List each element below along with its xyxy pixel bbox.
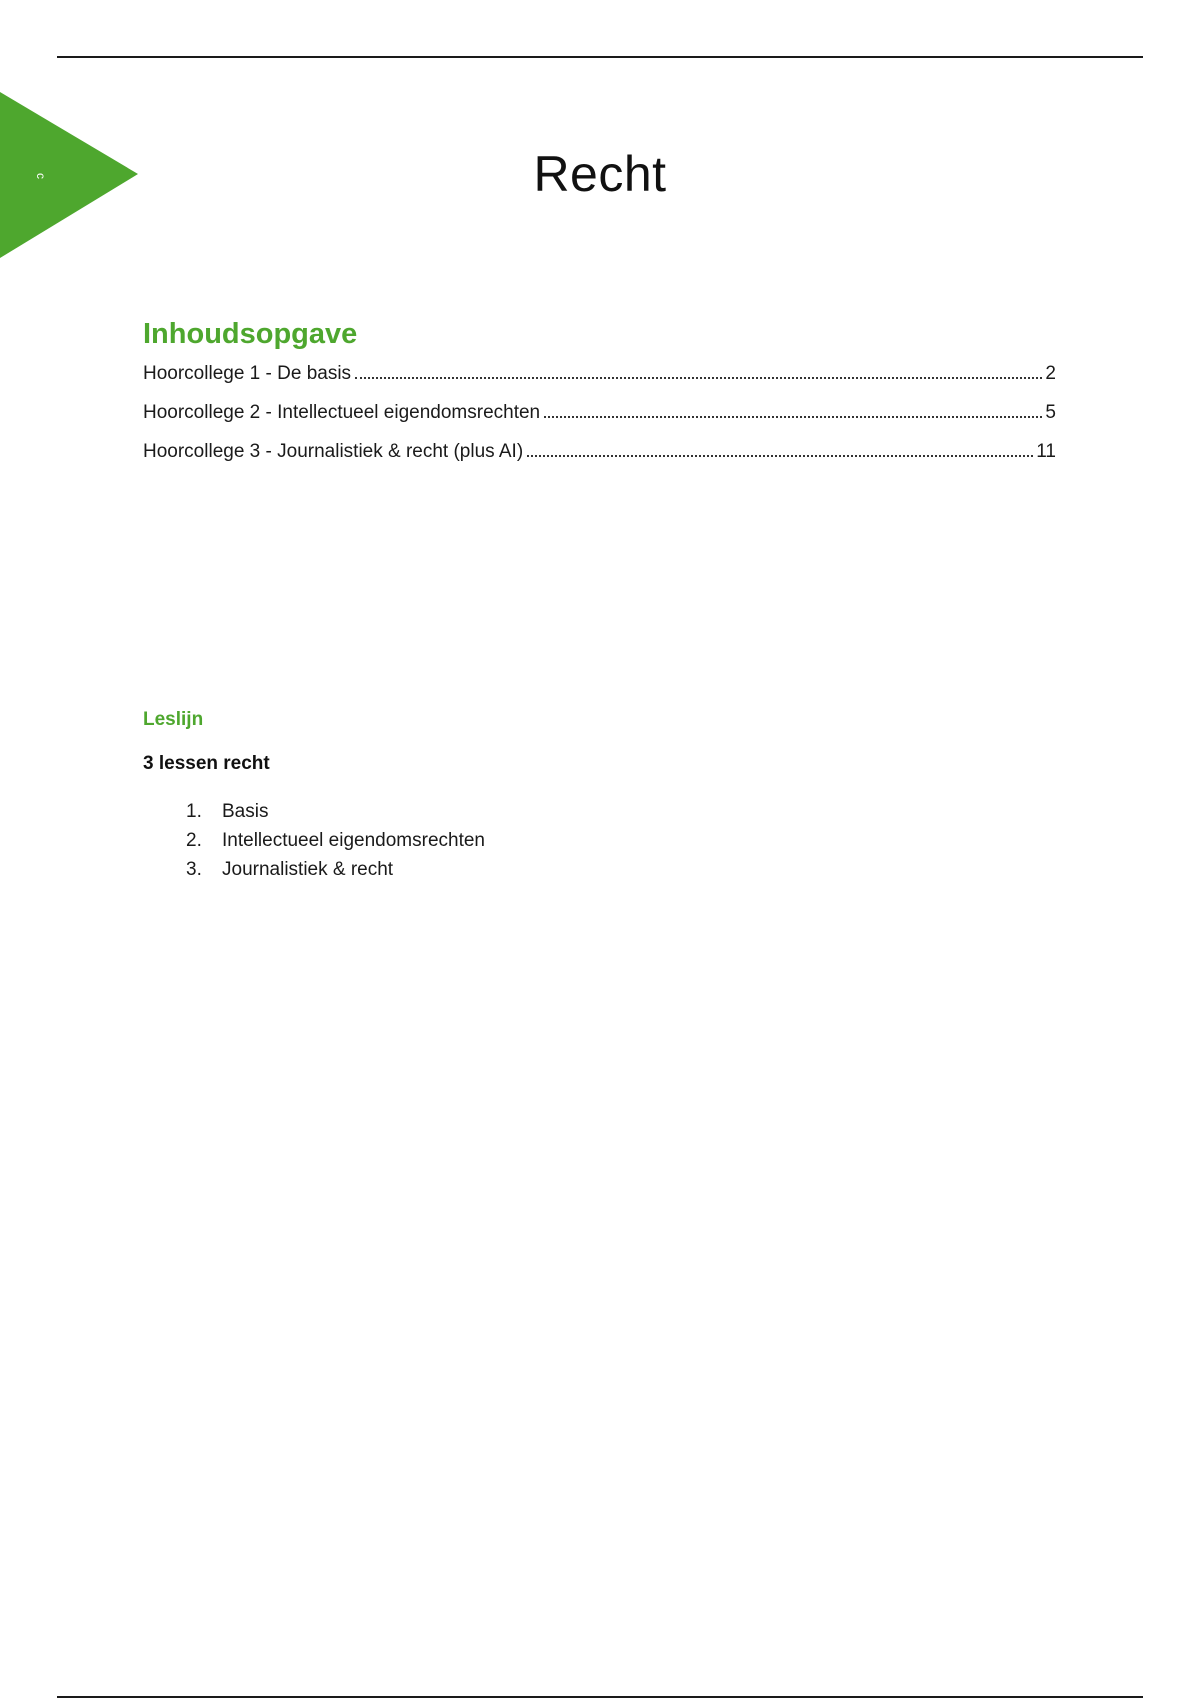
lesson-list [143,797,485,884]
list-item-number-cell [143,826,222,855]
footer-rule [57,1696,1143,1698]
lessons-subheading: 3 lessen recht [143,753,270,774]
toc-entry[interactable] [143,440,1056,464]
toc-entry-label: Hoorcollege 1 - De basis [143,363,352,384]
list-item-text: Basis [222,801,269,822]
list-item-text: Intellectueel eigendomsrechten [222,830,486,851]
toc-heading: Inhoudsopgave [143,318,358,350]
list-item-text: Journalistiek & recht [222,859,394,880]
toc-entry-label: Hoorcollege 3 - Journalistiek & recht (plus AI) [143,441,524,462]
corner-flag-letter: c [33,173,48,179]
list-item-number-cell [143,797,222,826]
toc-entry[interactable] [143,362,1056,386]
toc-entry[interactable] [143,401,1056,425]
toc-leader-dots [544,416,1042,418]
list-item-number-cell [143,855,222,884]
toc-entry-page: 2 [1045,363,1056,384]
leslijn-heading: Leslijn [143,709,204,730]
list-item-number: 1. [186,801,202,822]
toc-leader-dots [355,377,1042,379]
list-item [143,855,485,884]
list-item [143,797,485,826]
header-rule [57,56,1143,58]
list-item-number: 3. [186,859,202,880]
list-item-number: 2. [186,830,202,851]
table-of-contents [143,362,1056,479]
toc-leader-dots [527,455,1033,457]
toc-entry-page: 11 [1036,441,1056,462]
toc-entry-page: 5 [1045,402,1056,423]
toc-entry-label: Hoorcollege 2 - Intellectueel eigendomsrechten [143,402,541,423]
document-title: Recht [533,146,667,202]
list-item [143,826,485,855]
